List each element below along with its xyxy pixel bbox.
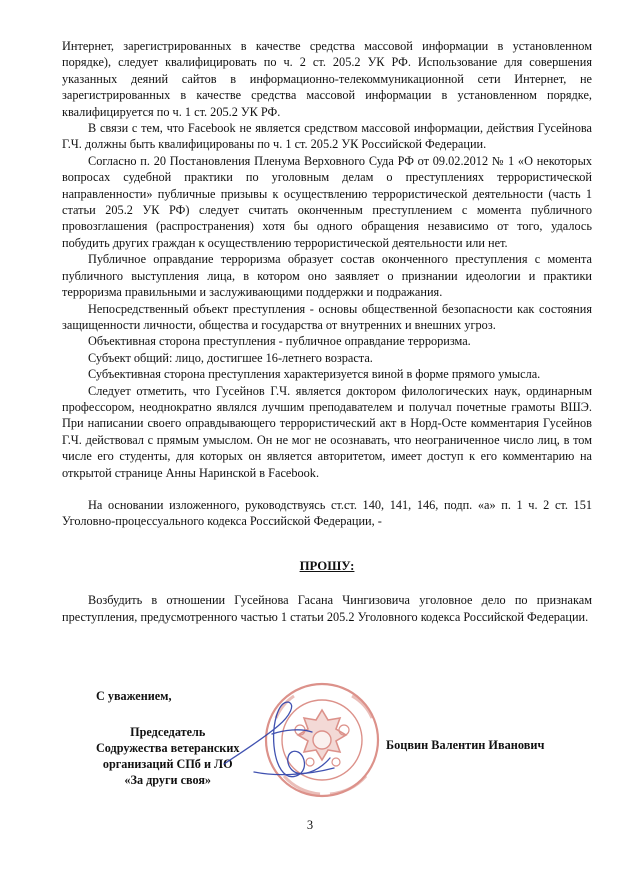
paragraph: Интернет, зарегистрированных в качестве средства массовой информации в установленном порядке), следует квалифицировать по ч. 2 ст. 205.2 УК РФ. Использование для совершения указанных деяний сайтов в информационно-телекоммуникационной сети Интернет, не зарегистрированных в качестве средства массовой информации в установленном порядке, квалифицируется по ч. 1 ст. 205.2 УК РФ. xyxy=(62,39,592,119)
paragraph: Субъективная сторона преступления характеризуется виной в форме прямого умысла. xyxy=(88,367,541,382)
seal-stamp xyxy=(266,684,378,796)
signer-name: Боцвин Валентин Иванович xyxy=(386,738,545,752)
paragraph: Согласно п. 20 Постановления Пленума Верховного Суда РФ от 09.02.2012 № 1 «О некоторых вопросах судебной практики по уголовным делам о преступлениях террористической направленности» публичные призывы к осуществлению террористической деятельности (часть 1 статьи 205.2 УК РФ) следует считать оконченным преступлением с момента публичного провозглашения (распространения) хотя бы одного обращения независимо от того, удалось побудить других граждан к осуществлению террористической деятельности или нет. xyxy=(62,153,592,250)
closing-regards: С уважением, xyxy=(96,689,172,703)
paragraph: Непосредственный объект преступления - основы общественной безопасности как состояния защищенности личности, общества и государства от внутренних и внешних угроз. xyxy=(62,301,592,332)
signatory-title-line: Содружества ветеранских xyxy=(96,741,240,755)
seal-stamp-and-signature xyxy=(214,672,394,812)
paragraph: Публичное оправдание терроризма образует состав оконченного преступления с момента публичного выступления лица, в котором оно заявляет о признании идеологии и практики терроризма правильными и заслуживающими поддержки и подражания. xyxy=(62,252,592,300)
signatory-title-line: организаций СПб и ЛО xyxy=(102,757,233,771)
request-text: Возбудить в отношении Гусейнова Гасана Чингизовича уголовное дело по признакам преступления, предусмотренного частью 1 статьи 205.2 Уголовного кодекса Российской Федерации. xyxy=(62,593,592,624)
paragraph: В связи с тем, что Facebook не является средством массовой информации, действия Гусейнова Г.Ч. должны быть квалифицированы по ч. 1 ст. 205.2 УК Российской Федерации. xyxy=(62,121,592,152)
paragraph: На основании изложенного, руководствуясь ст.ст. 140, 141, 146, подп. «а» п. 1 ч. 2 ст. 151 Уголовно-процессуального кодекса Российской Федерации, - xyxy=(62,497,592,529)
document-body xyxy=(62,38,592,625)
request-heading: ПРОШУ: xyxy=(299,558,355,573)
signatory-title-line: Председатель xyxy=(130,725,206,739)
paragraph: Следует отметить, что Гусейнов Г.Ч. является доктором филологических наук, ординарным профессором, неоднократно являлся лучшим преподавателем и получал почетные грамоты ВШЭ. При написании своего оправдывающего террористический акт в Норд-Осте комментария Гусейнов Г.Ч. действовал с прямым умыслом. Он не мог не осознавать, что неограниченное число лиц, в том числе его студенты, для которых он является авторитетом, имеет доступ к его комментарию на открытой странице Анны Наринской в Facebook. xyxy=(62,383,592,480)
paragraph: Субъект общий: лицо, достигшее 16-летнего возраста. xyxy=(88,350,373,365)
signatory-title-line: «За други своя» xyxy=(124,773,212,787)
page-number: 3 xyxy=(306,818,314,832)
paragraph: Объективная сторона преступления - публичное оправдание терроризма. xyxy=(88,334,471,349)
